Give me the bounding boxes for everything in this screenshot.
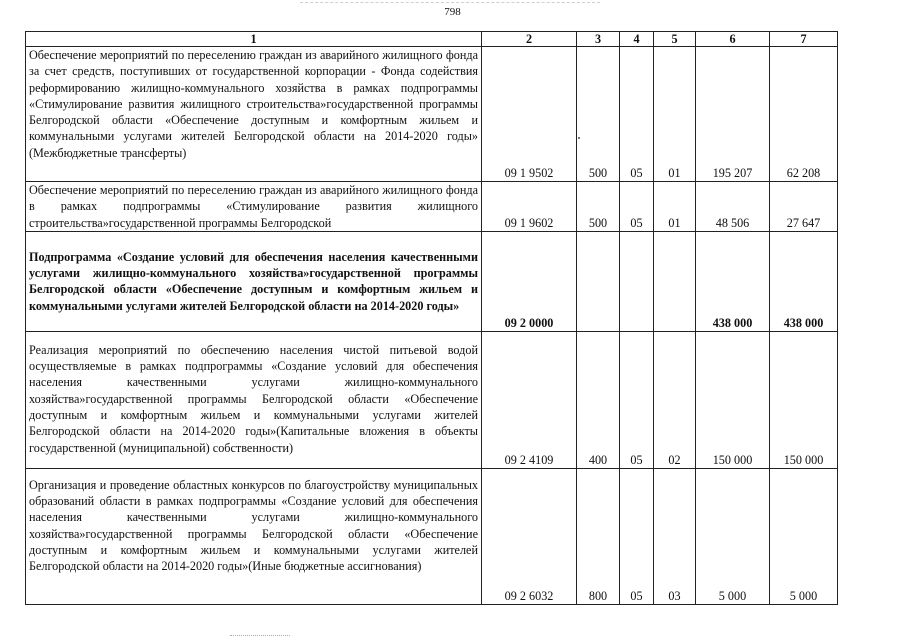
subsection-cell: 01 [654, 47, 696, 182]
subsection-cell: 03 [654, 468, 696, 604]
amount-2014-cell: 48 506 [696, 182, 770, 232]
table-row [26, 231, 838, 331]
column-header: 2 [482, 32, 577, 47]
amount-2014-cell: 150 000 [696, 331, 770, 468]
target-code-cell: 09 2 0000 [482, 231, 577, 331]
section-cell [620, 231, 654, 331]
amount-2015-cell: 150 000 [770, 331, 838, 468]
row-description: Обеспечение мероприятий по переселению граждан из аварийного жилищного фонда в рамках подпрограммы «Стимулирование развития жилищного строительства»государственной программы Белгородской [26, 182, 482, 232]
scan-artifact-line [300, 2, 600, 3]
amount-2015-cell: 62 208 [770, 47, 838, 182]
column-header: 6 [696, 32, 770, 47]
column-header: 4 [620, 32, 654, 47]
expense-type-cell [577, 231, 620, 331]
row-description: Реализация мероприятий по обеспечению населения чистой питьевой водой осуществляемые в рамках подпрограммы «Создание условий для обеспечения населения качественными услугами жилищно-коммунального хозяйства»государственной программы Белгородской области «Обеспечение доступным и комфортным жильем и коммунальными услугами жителей Белгородской области на 2014-2020 годы»(Капитальные вложения в объекты государственной (муниципальной) собственности) [26, 331, 482, 468]
amount-2014-cell: 438 000 [696, 231, 770, 331]
target-code-cell: 09 1 9602 [482, 182, 577, 232]
subsection-cell: 01 [654, 182, 696, 232]
section-cell: 05 [620, 47, 654, 182]
column-header: 7 [770, 32, 838, 47]
column-header: 5 [654, 32, 696, 47]
page-number: 798 [444, 6, 461, 18]
amount-2015-cell: 27 647 [770, 182, 838, 232]
subsection-cell: 02 [654, 331, 696, 468]
amount-2015-cell: 438 000 [770, 231, 838, 331]
table-row [26, 331, 838, 468]
row-description: Обеспечение мероприятий по переселению граждан из аварийного жилищного фонда за счет средств, поступивших от государственной корпорации - Фонда содействия реформированию жилищно-коммунального хозяйства в рамках подпрограммы «Стимулирование развития жилищного строительства»государственной программы Белгородской области «Обеспечение доступным и комфортным жильем и коммунальными услугами жителей Белгородской области на 2014-2020 годы» (Межбюджетные трансферты) [26, 47, 482, 182]
scan-artifact-line [230, 635, 290, 636]
subsection-cell [654, 231, 696, 331]
expense-type-cell: 500 [577, 47, 620, 182]
amount-2015-cell: 5 000 [770, 468, 838, 604]
amount-2014-cell: 195 207 [696, 47, 770, 182]
section-cell: 05 [620, 182, 654, 232]
amount-2014-cell: 5 000 [696, 468, 770, 604]
target-code-cell: 09 2 4109 [482, 331, 577, 468]
expense-type-cell: 400 [577, 331, 620, 468]
table-row [26, 47, 838, 182]
table-row [26, 182, 838, 232]
section-cell: 05 [620, 331, 654, 468]
column-header: 3 [577, 32, 620, 47]
expense-type-cell: 800 [577, 468, 620, 604]
scan-speck [578, 137, 580, 139]
row-description: Подпрограмма «Создание условий для обеспечения населения качественными услугами жилищно-коммунального хозяйства»государственной программы Белгородской области «Обеспечение доступным и комфортным жильем и коммунальными услугами жителей Белгородской области на 2014-2020 годы» [26, 231, 482, 331]
expense-type-cell: 500 [577, 182, 620, 232]
header-row [26, 32, 838, 47]
column-header: 1 [26, 32, 482, 47]
budget-table [25, 31, 838, 605]
row-description: Организация и проведение областных конкурсов по благоустройству муниципальных образований области в рамках подпрограммы «Создание условий для обеспечения населения качественными услугами жилищно-коммунального хозяйства»государственной программы Белгородской области «Обеспечение доступным и комфортным жильем и коммунальными услугами жителей Белгородской области на 2014-2020 годы»(Иные бюджетные ассигнования) [26, 468, 482, 604]
target-code-cell: 09 1 9502 [482, 47, 577, 182]
section-cell: 05 [620, 468, 654, 604]
table-row [26, 468, 838, 604]
target-code-cell: 09 2 6032 [482, 468, 577, 604]
